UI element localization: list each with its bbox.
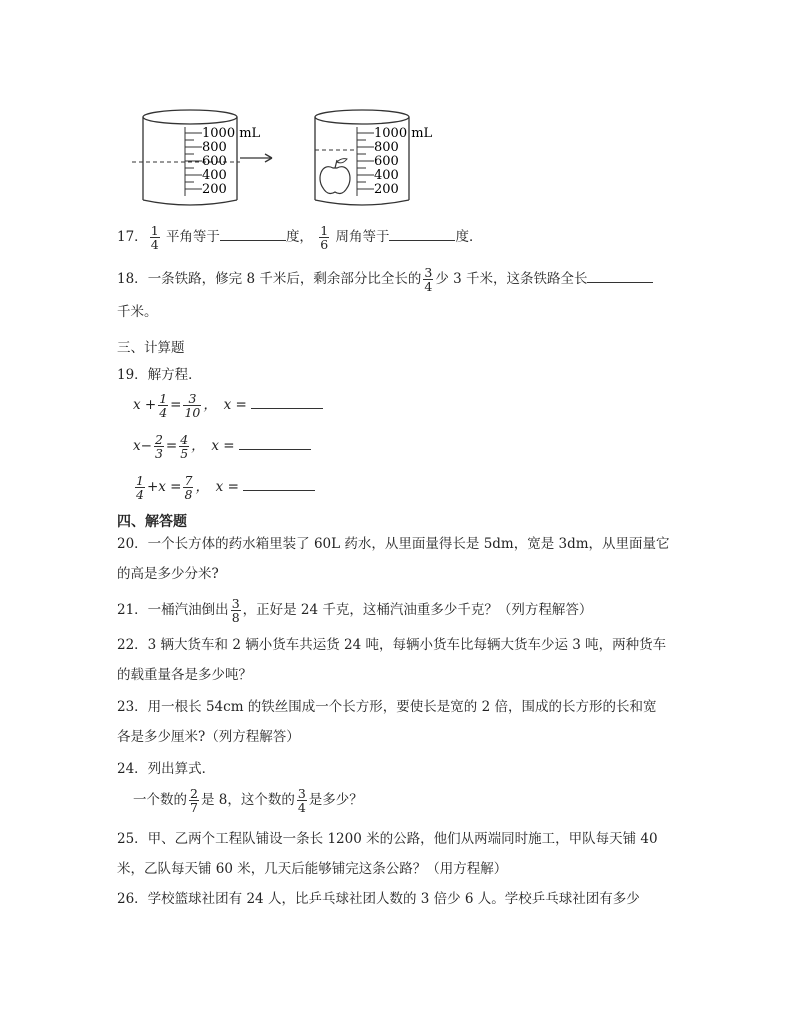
right-scale-400: 400	[374, 168, 399, 183]
left-scale-600: 600	[202, 154, 227, 169]
question-25-line2: 米，乙队每天铺 60 米，几天后能够铺完这条公路？（用方程解）	[117, 861, 508, 877]
equation-3	[133, 474, 315, 501]
left-scale-1000: 1000 mL	[202, 126, 261, 141]
eq-sign: =	[170, 397, 182, 413]
question-number: 18．	[117, 271, 148, 287]
question-26-line1: 26．学校篮球社团有 24 人，比乒乓球社团人数的 3 倍少 6 人。学校乒乓球社团有多少	[117, 891, 640, 907]
q18-text-2: 少 3 千米，这条铁路全长	[435, 271, 588, 287]
eq-sign: =	[165, 438, 178, 454]
fraction: $\frac{3}{4}$	[424, 265, 433, 294]
left-scale-400: 400	[202, 168, 227, 183]
question-24: 24．列出算式．	[117, 761, 216, 777]
question-21	[117, 597, 592, 624]
beaker-figure	[130, 100, 440, 215]
answer-blank[interactable]	[239, 435, 311, 450]
question-22-line2: 的载重量各是多少吨？	[117, 667, 252, 683]
q19-title: 解方程．	[147, 367, 202, 383]
apple-icon	[320, 159, 350, 194]
right-scale-200: 200	[374, 182, 399, 197]
right-arrow-icon	[240, 154, 272, 162]
q21-text-2: ，正好是 24 千克，这桶汽油重多少千克？（列方程解答）	[242, 602, 593, 618]
fraction: $\frac{1}{4}$	[159, 391, 168, 420]
fraction: $\frac{1}{6}$	[320, 223, 329, 252]
eq-tail: ， x =	[203, 397, 247, 413]
q17-text-1: 平角等于	[165, 229, 220, 245]
answer-blank[interactable]	[251, 394, 323, 409]
q18-text-1: 一条铁路，修完 8 千米后，剩余部分比全长的	[147, 271, 422, 287]
right-scale-600: 600	[374, 154, 399, 169]
eq-tail: ， x =	[195, 479, 239, 495]
fraction: $\frac{2}{3}$	[154, 432, 163, 461]
right-scale-800: 800	[374, 140, 399, 155]
eq-part: +x =	[146, 479, 182, 495]
fraction: $\frac{3}{10}$	[184, 391, 201, 420]
left-scale-200: 200	[202, 182, 227, 197]
q17-text-3: 周角等于	[335, 229, 390, 245]
q17-text-4: 度．	[455, 229, 483, 245]
answer-blank[interactable]	[587, 268, 653, 283]
equation-1	[133, 392, 323, 419]
answer-blank[interactable]	[389, 226, 455, 241]
question-23-line1: 23．用一根长 54cm 的铁丝围成一个长方形，要使长是宽的 2 倍，围成的长方形的长和宽	[117, 699, 657, 715]
question-18	[117, 266, 653, 293]
question-22-line1: 22．3 辆大货车和 2 辆小货车共运货 24 吨，每辆小货车比每辆大货车少运 3 吨，两种货车	[117, 637, 667, 653]
q24-text-1: 一个数的	[133, 792, 187, 808]
q24-text-3: 是多少？	[308, 792, 363, 808]
q24-text-2: 是 8，这个数的	[200, 792, 295, 808]
beaker-right	[315, 110, 433, 205]
fraction: $\frac{4}{5}$	[180, 432, 189, 461]
eq-part: x−	[133, 438, 152, 454]
q21-text-1: 21．一桶汽油倒出	[117, 602, 229, 618]
fraction: $\frac{3}{8}$	[231, 596, 240, 625]
question-number: 19．	[117, 367, 148, 383]
question-23-line2: 各是多少厘米?（列方程解答）	[117, 729, 300, 745]
eq-part: x +	[133, 397, 157, 413]
fraction: $\frac{3}{4}$	[297, 786, 306, 815]
question-18-line2: 千米。	[117, 304, 158, 320]
question-25-line1: 25．甲、乙两个工程队铺设一条长 1200 米的公路，他们从两端同时施工，甲队每天铺 40	[117, 831, 658, 847]
question-19	[117, 366, 202, 384]
answer-blank[interactable]	[220, 226, 286, 241]
question-17	[117, 224, 482, 251]
section-heading-4: 四、解答题	[117, 514, 187, 530]
fraction: $\frac{2}{7}$	[190, 786, 198, 815]
equation-2	[133, 433, 311, 460]
left-scale-800: 800	[202, 140, 227, 155]
right-scale-1000: 1000 mL	[374, 126, 433, 141]
q17-text-2: 度，	[285, 229, 313, 245]
section-heading-3: 三、计算题	[117, 340, 185, 356]
fraction: $\frac{1}{4}$	[150, 223, 159, 252]
eq-tail: ， x =	[191, 438, 235, 454]
fraction: $\frac{7}{8}$	[184, 473, 193, 502]
question-20-line1: 20．一个长方体的药水箱里装了 60L 药水，从里面量得长是 5dm，宽是 3dm，从里面量它	[117, 536, 670, 552]
question-20-line2: 的高是多少分米?	[117, 566, 219, 582]
fraction: $\frac{1}{4}$	[136, 473, 144, 502]
answer-blank[interactable]	[243, 476, 315, 491]
question-number: 17．	[117, 229, 148, 245]
question-24-body	[133, 787, 363, 814]
